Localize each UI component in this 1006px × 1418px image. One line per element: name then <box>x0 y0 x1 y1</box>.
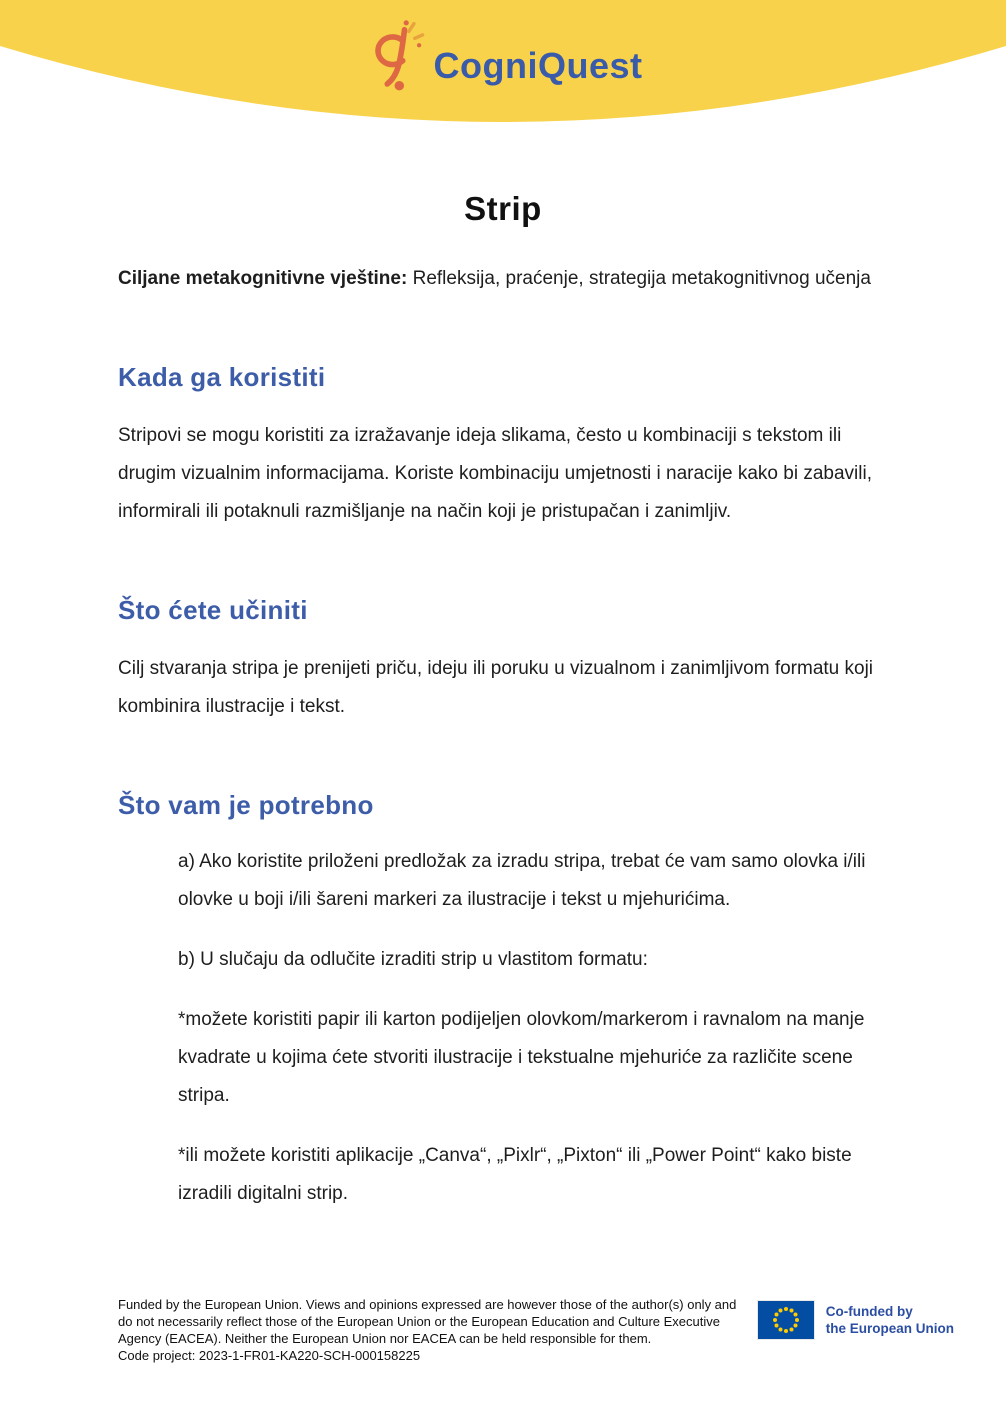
cogniquest-logo-text: CogniQuest <box>433 45 643 86</box>
section-when-to-use <box>118 362 888 531</box>
header-banner <box>0 0 1006 140</box>
list-item: *ili možete koristiti aplikacije „Canva“, „Pixlr“, „Pixton“ ili „Power Point“ kako biste izradili digitalni strip. <box>178 1145 852 1204</box>
page-title: Strip <box>464 190 542 227</box>
list-item: b) U slučaju da odlučite izraditi strip u vlastitom formatu: <box>178 949 648 970</box>
section-heading-what-you-need: Što vam je potrebno <box>118 790 374 820</box>
section-paragraph: Cilj stvaranja stripa je prenijeti priču, ideju ili poruku u vizualnom i zanimljivom formatu koji kombinira ilustracije i tekst. <box>118 658 874 717</box>
targeted-skills-value: Refleksija, praćenje, strategija metakognitivnog učenja <box>407 268 871 289</box>
section-paragraph: Stripovi se mogu koristiti za izražavanje ideja slikama, često u kombinaciji s tekstom ili drugim vizualnim informacijama. Koriste kombinaciju umjetnosti i naracije kako bi zabavili, informirali ili potaknuli razmišljanje na način koji je pristupačan i zanimljiv. <box>118 425 872 522</box>
eu-cofunded-line2: the European Union <box>825 1321 954 1336</box>
cogniquest-logo <box>0 18 1006 100</box>
eu-cofunded-badge <box>758 1296 954 1339</box>
section-heading-what-you-will-do: Što ćete učiniti <box>118 595 308 625</box>
targeted-skills-label: Ciljane metakognitivne vještine: <box>118 268 408 289</box>
cogniquest-logo-icon <box>364 18 426 100</box>
disclaimer-line: Code project: 2023-1-FR01-KA220-SCH-000158225 <box>118 1348 421 1363</box>
footer <box>118 1296 954 1364</box>
what-you-need-list <box>178 843 888 1213</box>
disclaimer-line: Agency (EACEA). Neither the European Union nor EACEA can be held responsible for them. <box>118 1331 652 1346</box>
disclaimer-line: Funded by the European Union. Views and opinions expressed are however those of the author(s) only and <box>118 1297 737 1312</box>
section-heading-when-to-use: Kada ga koristiti <box>118 362 326 392</box>
section-what-you-need <box>118 790 888 1213</box>
disclaimer-line: do not necessarily reflect those of the European Union or the European Education and Culture Executive <box>118 1314 720 1329</box>
eu-flag-icon <box>758 1301 814 1339</box>
eu-funding-disclaimer <box>118 1296 736 1364</box>
document-content <box>0 190 1006 1213</box>
eu-cofunded-label <box>826 1303 954 1337</box>
list-item: a) Ako koristite priloženi predložak za izradu stripa, trebat će vam samo olovka i/ili olovke u boji i/ili šareni markeri za ilustracije i tekst u mjehurićima. <box>178 851 866 910</box>
list-item: *možete koristiti papir ili karton podijeljen olovkom/markerom i ravnalom na manje kvadrate u kojima ćete stvoriti ilustracije i tekstualne mjehuriće za različite scene stripa. <box>178 1009 865 1106</box>
eu-cofunded-line1: Co-funded by <box>825 1304 913 1319</box>
targeted-skills-paragraph <box>118 260 888 298</box>
section-what-you-will-do <box>118 595 888 726</box>
